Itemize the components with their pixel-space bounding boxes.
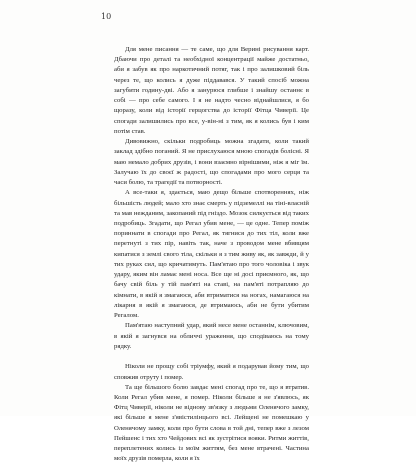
paragraph: Ніколи не прощу собі тріумфу, який я подарував йому тим, що сповжив отруту і помер. bbox=[114, 363, 309, 381]
page-number: 10 bbox=[101, 12, 112, 21]
paragraph: Та ще більшого болю завдає мені спогад про те, що я втратив. Коли Регал убив мене, я помер. Ніколи більше я не з'явлюсь, як Фітц Чиверії, ніколи не віднову зв'язку з людьми Оленячого замку, які більше я мене з'явістилінцього всі. Лейщені не помешкаю у Оленячому замку, коли про бути слова в той дні, тепер вже з лезом Пейшенс і тих хто Чейдових всі як зустрітися вояки. Ритми життів, переплетених колись із моїм життям, без мене втрачені. Частина моїх друзів померла, коли я їх bbox=[114, 383, 309, 463]
paragraph: Для мене писання — те саме, що для Верині рисування карт. Дбаючи про деталі та необхідної концентрації майже достатньо, аби я забув як про наркотичний потяг, так і про залишковий біль через те, що колись я дуже піддавався. У такий спосіб можна загубити годину-дві. Або я занурюся глибше і знайшу останнє в собі — про себе самого. І я не надто чесно віднайшлися, я бо щоразу, коли від історії герцогства до історії Фітца Чиверії. Це спогади залишились про все, у-він-ні з тим, як я колись був і ким потім став. bbox=[114, 46, 309, 135]
paragraph: А все-таки я, здається, маю дещо більше спотвореннях, ніж більшість людей; мало хто знає смерть у підземеллі на тіні-власній та мав нежданим, закопаний під гніздо. Мозок силкується від таких подробиць. Згадати, що Регал убив мене, — це одне. Тепер поміж пориннати в спогади про Регал, як тягнися до тих тіл, коли вже перетнуті з тих пір, навіть так, наче з проводом мене вбивцям кипатися з землі свого тіла, скільки я з тим живу як, як завжди, й у тих руках сил, що кричатимуть. Пам'ятаю про того чоловіка і звук удару, яким він ламає мені носа. Все ще ні досі приємного, як, що бачу свій біль у тій пам'яті на ставі, на пам'яті потрапляю до кімнати, в якій я змагаюся, аби втриматися на ногах, намагаюся на лікарня в якій я змагаюся, де втримаюсь, аби не бути убитим Регалом. bbox=[114, 189, 309, 320]
paragraph: Дивовижно, скільки подробиць можна згадати, коли такий заклад здібно поганий. Я не прислухаюся мною спогадів болісні. Я маю немало добрих друзів, і вони взаємно вірнішими, ніж я міг їм. Залучаю їх до своєї ж радості, що спогадами про мого серця та часи болю, та трагедії та потворності. bbox=[114, 138, 309, 187]
paragraph: Пам'ятаю наступний удар, який несе мене останнім, ключовим, в якій я загнувся на обличчі ураження, що сподіваюсь на тому рядку. bbox=[114, 322, 309, 350]
body-text bbox=[114, 45, 309, 465]
